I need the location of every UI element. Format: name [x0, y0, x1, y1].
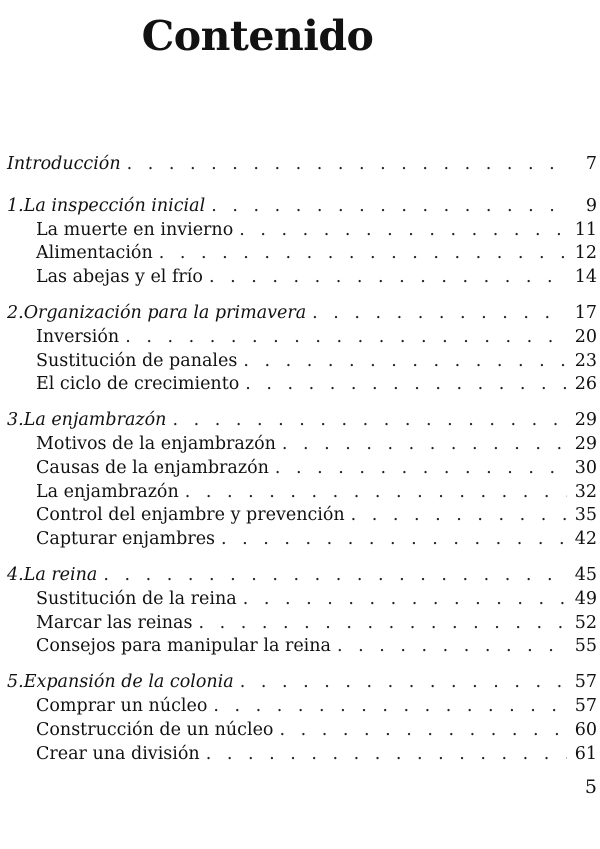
dot-leader: [213, 695, 567, 719]
table-of-contents: [7, 153, 597, 766]
section-title: Inversión: [36, 326, 120, 347]
dot-leader: [337, 635, 567, 659]
dot-leader: [159, 242, 567, 266]
dot-leader: [206, 743, 567, 767]
section-title: La muerte en invierno: [36, 219, 234, 240]
toc-page-number: 49: [574, 588, 597, 609]
toc-section: [7, 242, 597, 266]
toc-section: [7, 588, 597, 612]
toc-section: [7, 433, 597, 457]
toc-page-number: 52: [574, 612, 597, 633]
section-title: Sustitución de la reina: [36, 588, 237, 609]
toc-section: [7, 266, 597, 290]
dot-leader: [245, 373, 567, 397]
toc-section: [7, 504, 597, 528]
page-title: Contenido: [141, 12, 374, 60]
toc-page-number: 17: [574, 302, 597, 323]
dot-leader: [103, 564, 567, 588]
chapter-title: Expansión de la colonia: [23, 672, 234, 693]
toc-chapter: [7, 564, 597, 588]
toc-section: [7, 326, 597, 350]
toc-section: [7, 743, 597, 767]
chapter-title: La inspección inicial: [23, 195, 206, 216]
section-title: Las abejas y el frío: [36, 267, 203, 288]
chapter-number: 5.: [7, 672, 24, 693]
page-number: 5: [584, 776, 597, 798]
toc-page-number: 45: [574, 564, 597, 585]
chapter-number: 4.: [7, 564, 24, 585]
toc-page-number: 29: [574, 410, 597, 431]
dot-leader: [312, 302, 567, 326]
dot-leader: [243, 350, 567, 374]
section-title: Marcar las reinas: [36, 612, 193, 633]
toc-page-number: 42: [574, 529, 597, 550]
toc-page-number: 12: [574, 243, 597, 264]
section-title: La enjambrazón: [36, 481, 179, 502]
section-title: Control del enjambre y prevención: [36, 505, 345, 526]
section-title: Consejos para manipular la reina: [36, 636, 331, 657]
dot-leader: [198, 612, 567, 636]
toc-section: [7, 219, 597, 243]
section-title: Crear una división: [36, 743, 200, 764]
toc-page-number: 23: [574, 350, 597, 371]
dot-leader: [239, 219, 567, 243]
section-title: Motivos de la enjambrazón: [36, 433, 276, 454]
toc-page-number: 7: [585, 154, 597, 174]
toc-chapter: [7, 195, 597, 219]
section-title: Causas de la enjambrazón: [36, 457, 269, 478]
toc-section: [7, 695, 597, 719]
toc-page-number: 29: [574, 433, 597, 454]
toc-page-number: 55: [574, 636, 597, 657]
toc-section: [7, 350, 597, 374]
toc-page-number: 57: [574, 672, 597, 693]
dot-leader: [125, 326, 567, 350]
chapter-title: La enjambrazón: [23, 410, 167, 431]
chapter-title: Organización para la primavera: [23, 302, 307, 323]
dot-leader: [279, 719, 567, 743]
toc-page-number: 20: [574, 326, 597, 347]
toc-page-number: 60: [574, 719, 597, 740]
dot-leader: [127, 153, 567, 177]
toc-section: [7, 635, 597, 659]
chapter-number: 3.: [7, 410, 24, 431]
chapter-number: 1.: [7, 195, 24, 216]
toc-page-number: 57: [574, 695, 597, 716]
dot-leader: [275, 457, 567, 481]
chapter-number: 2.: [7, 302, 24, 323]
toc-section: [7, 481, 597, 505]
toc-chapter: [7, 302, 597, 326]
section-title: Capturar enjambres: [36, 529, 216, 550]
dot-leader: [221, 528, 567, 552]
dot-leader: [282, 433, 567, 457]
section-title: Sustitución de panales: [36, 350, 238, 371]
toc-chapter: [7, 671, 597, 695]
toc-page-number: 61: [574, 743, 597, 764]
toc-page-number: 11: [574, 219, 597, 240]
dot-leader: [243, 588, 567, 612]
dot-leader: [240, 671, 567, 695]
dot-leader: [351, 504, 567, 528]
toc-page-number: 14: [574, 267, 597, 288]
toc-page-number: 9: [585, 195, 597, 216]
toc-page-number: 26: [574, 374, 597, 395]
toc-section: [7, 373, 597, 397]
toc-entry-introduction: [7, 153, 597, 177]
toc-section: [7, 457, 597, 481]
section-title: Comprar un núcleo: [36, 695, 208, 716]
toc-entry-label: Introducción: [7, 154, 121, 174]
toc-section: [7, 612, 597, 636]
section-title: El ciclo de crecimiento: [36, 374, 240, 395]
dot-leader: [209, 266, 567, 290]
dot-leader: [185, 481, 567, 505]
chapter-title: La reina: [23, 564, 98, 585]
toc-section: [7, 719, 597, 743]
toc-page-number: 32: [574, 481, 597, 502]
toc-page-number: 35: [574, 505, 597, 526]
dot-leader: [211, 195, 567, 219]
toc-page-number: 30: [574, 457, 597, 478]
toc-section: [7, 528, 597, 552]
dot-leader: [172, 409, 567, 433]
section-title: Alimentación: [36, 243, 153, 264]
toc-chapter: [7, 409, 597, 433]
section-title: Construcción de un núcleo: [36, 719, 274, 740]
